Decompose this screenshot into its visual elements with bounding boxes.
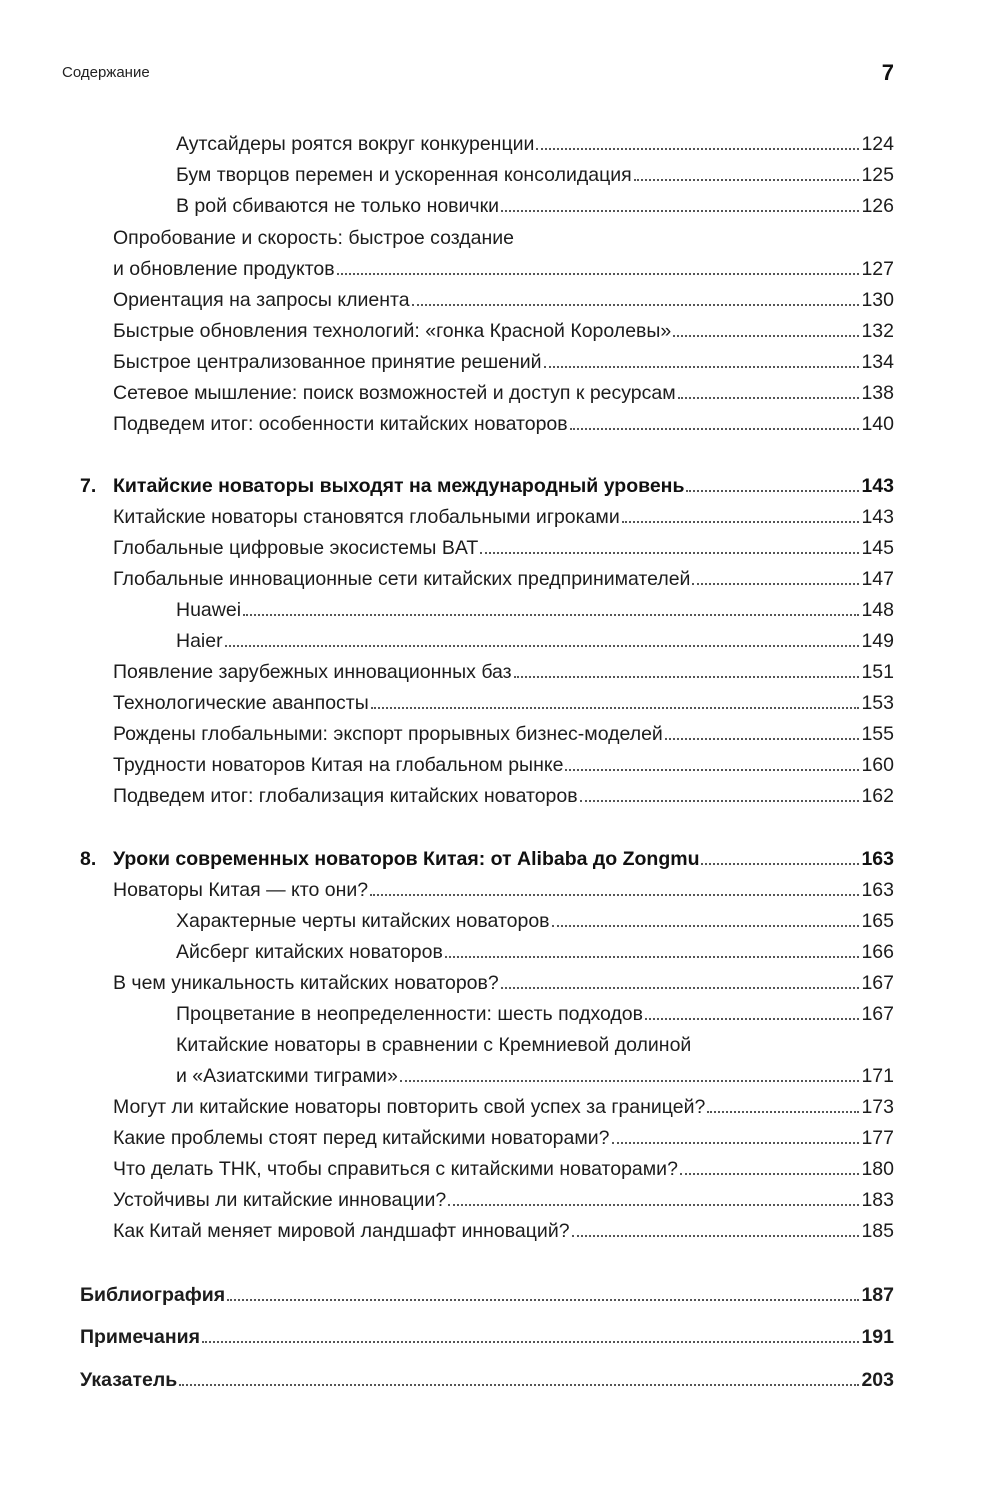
- toc-entry-title: В рой сбиваются не только новички: [176, 195, 500, 217]
- toc-entry-page: 153: [861, 692, 894, 714]
- toc-entry-title: Какие проблемы стоят перед китайскими новаторами?: [113, 1127, 610, 1149]
- dot-leader: [622, 520, 860, 523]
- toc-entry[interactable]: [113, 377, 894, 405]
- toc-entry-title: Бум творцов перемен и ускоренная консолидация: [176, 164, 632, 186]
- toc-entry-title: Появление зарубежных инновационных баз: [113, 661, 512, 683]
- toc-entry-page: 203: [861, 1369, 894, 1391]
- toc-entry-page: 148: [861, 599, 894, 621]
- toc-entry[interactable]: [113, 563, 894, 591]
- toc-entry-title: Глобальные цифровые экосистемы BAT: [113, 537, 479, 559]
- toc-entry[interactable]: [113, 501, 894, 529]
- toc-entry[interactable]: [113, 718, 894, 746]
- toc-entry[interactable]: [113, 656, 894, 684]
- toc-index-entry[interactable]: [80, 1364, 894, 1392]
- dot-leader: [612, 1141, 860, 1144]
- toc-chapter-page: 163: [861, 848, 894, 870]
- toc-entry-page: 177: [861, 1127, 894, 1149]
- toc-chapter-page: 143: [861, 475, 894, 497]
- toc-entry[interactable]: [176, 936, 894, 964]
- toc-entry-page: 126: [861, 195, 894, 217]
- toc-entry-title: Сетевое мышление: поиск возможностей и доступ к ресурсам: [113, 382, 676, 404]
- toc-entry[interactable]: [176, 190, 894, 218]
- toc-entry-page: 155: [861, 723, 894, 745]
- dot-leader: [370, 893, 859, 896]
- toc-bibliography-entry[interactable]: [80, 1279, 894, 1307]
- toc-entry[interactable]: [176, 594, 894, 622]
- toc-entry-page: 166: [861, 941, 894, 963]
- toc-entry-page: 165: [861, 910, 894, 932]
- toc-entry-title: Устойчивы ли китайские инновации?: [113, 1189, 447, 1211]
- dot-leader: [227, 1298, 859, 1301]
- dot-leader: [514, 675, 860, 678]
- toc-entry-title: и обновление продуктов: [113, 258, 335, 280]
- toc-entry-title: Процветание в неопределенности: шесть подходов: [176, 1003, 643, 1025]
- toc-chapter-title: Китайские новаторы выходят на международный уровень: [113, 475, 685, 497]
- toc-entry-title: и «Азиатскими тиграми»: [176, 1065, 398, 1087]
- toc-entry[interactable]: [113, 967, 894, 995]
- dot-leader: [202, 1340, 859, 1343]
- toc-entry[interactable]: [113, 408, 894, 436]
- dot-leader: [570, 427, 860, 430]
- toc-entry-page: 138: [861, 382, 894, 404]
- toc-entry-title: Быстрые обновления технологий: «гонка Красной Королевы»: [113, 320, 672, 342]
- toc-entry-page: 130: [861, 289, 894, 311]
- toc-entry-title: В чем уникальность китайских новаторов?: [113, 972, 499, 994]
- page-header: [62, 60, 894, 86]
- page-number: 7: [881, 60, 894, 85]
- toc-entry-page: 132: [861, 320, 894, 342]
- toc-entry-title: Библиография: [80, 1284, 226, 1306]
- dot-leader: [371, 706, 860, 709]
- toc-entry[interactable]: [176, 625, 894, 653]
- toc-entry-page: 160: [861, 754, 894, 776]
- toc-entry[interactable]: [176, 128, 894, 156]
- toc-entry-title: Указатель: [80, 1369, 178, 1391]
- dot-leader: [445, 955, 860, 958]
- toc-entry-title: Huawei: [176, 599, 242, 621]
- toc-entry[interactable]: [176, 905, 894, 933]
- toc-entry-page: 147: [861, 568, 894, 590]
- toc-entry[interactable]: [176, 998, 894, 1026]
- toc-entry-title-line1[interactable]: Китайские новаторы в сравнении с Кремниевой долиной: [176, 1034, 692, 1056]
- dot-leader: [501, 209, 859, 212]
- running-head: Содержание: [62, 64, 150, 81]
- toc-entry-title: Подведем итог: глобализация китайских новаторов: [113, 785, 578, 807]
- dot-leader: [337, 272, 860, 275]
- toc-entry[interactable]: [176, 159, 894, 187]
- toc-entry-page: 143: [861, 506, 894, 528]
- toc-entry-page: 187: [861, 1284, 894, 1306]
- dot-leader: [412, 303, 860, 306]
- toc-entry[interactable]: [113, 1215, 894, 1243]
- dot-leader: [673, 334, 859, 337]
- toc-entry-title: Китайские новаторы становятся глобальными игроками: [113, 506, 620, 528]
- toc-entry[interactable]: [113, 780, 894, 808]
- toc-entry-page: 185: [861, 1220, 894, 1242]
- chapter-number: 7.: [80, 475, 97, 497]
- toc-chapter-entry[interactable]: [113, 843, 894, 871]
- toc-entry-page: 127: [861, 258, 894, 280]
- toc-entry-title: Рождены глобальными: экспорт прорывных бизнес-моделей: [113, 723, 663, 745]
- dot-leader: [243, 613, 859, 616]
- toc-entry[interactable]: [113, 284, 894, 312]
- dot-leader: [448, 1203, 859, 1206]
- toc-entry-page: 134: [861, 351, 894, 373]
- toc-entry[interactable]: [113, 346, 894, 374]
- toc-entry-title: Айсберг китайских новаторов: [176, 941, 443, 963]
- dot-leader: [678, 396, 860, 399]
- toc-entry-page: 171: [861, 1065, 894, 1087]
- dot-leader: [480, 551, 859, 554]
- chapter-number: 8.: [80, 848, 97, 870]
- toc-entry-title: Быстрое централизованное принятие решений: [113, 351, 542, 373]
- dot-leader: [552, 924, 860, 927]
- toc-entry-page: 180: [861, 1158, 894, 1180]
- dot-leader: [580, 799, 860, 802]
- toc-entry[interactable]: [113, 1153, 894, 1181]
- toc-entry[interactable]: [113, 315, 894, 343]
- toc-entry-title: Аутсайдеры роятся вокруг конкуренции: [176, 133, 535, 155]
- toc-entry-page: 124: [861, 133, 894, 155]
- toc-entry-title: Трудности новаторов Китая на глобальном рынке: [113, 754, 564, 776]
- toc-entry-page: 162: [861, 785, 894, 807]
- dot-leader: [565, 768, 859, 771]
- dot-leader: [572, 1234, 860, 1237]
- toc-entry-page: 125: [861, 164, 894, 186]
- dot-leader: [665, 737, 860, 740]
- dot-leader: [680, 1172, 860, 1175]
- toc-entry-title: Ориентация на запросы клиента: [113, 289, 410, 311]
- toc-entry-title: Новаторы Китая — кто они?: [113, 879, 369, 901]
- dot-leader: [645, 1017, 859, 1020]
- dot-leader: [701, 862, 859, 865]
- toc-chapter-entry[interactable]: [113, 470, 894, 498]
- toc-entry[interactable]: [113, 1091, 894, 1119]
- toc-entry-title-line1[interactable]: Опробование и скорость: быстрое создание: [113, 227, 515, 249]
- dot-leader: [225, 644, 860, 647]
- toc-entry-page: 149: [861, 630, 894, 652]
- toc-entry-title: Технологические аванпосты: [113, 692, 369, 714]
- toc-entry[interactable]: [113, 253, 894, 281]
- dot-leader: [536, 147, 859, 150]
- toc-entry-title: Примечания: [80, 1326, 201, 1348]
- dot-leader: [501, 986, 860, 989]
- toc-entry-page: 151: [861, 661, 894, 683]
- toc-entry-page: 140: [861, 413, 894, 435]
- dot-leader: [707, 1110, 859, 1113]
- toc-entry[interactable]: [113, 1184, 894, 1212]
- toc-entry-page: 167: [861, 1003, 894, 1025]
- toc-chapter-title: Уроки современных новаторов Китая: от Alibaba до Zongmu: [113, 848, 700, 870]
- toc-entry-page: 163: [861, 879, 894, 901]
- toc-entry-page: 167: [861, 972, 894, 994]
- toc-entry[interactable]: [113, 749, 894, 777]
- toc-entry-title: Глобальные инновационные сети китайских предпринимателей: [113, 568, 691, 590]
- toc-entry[interactable]: [113, 874, 894, 902]
- toc-entry[interactable]: [113, 1122, 894, 1150]
- dot-leader: [692, 582, 859, 585]
- toc-entry-page: 173: [861, 1096, 894, 1118]
- toc-entry[interactable]: [113, 687, 894, 715]
- toc-entry-page: 191: [861, 1326, 894, 1348]
- toc-entry-title: Могут ли китайские новаторы повторить свой успех за границей?: [113, 1096, 706, 1118]
- toc-entry-title: Что делать ТНК, чтобы справиться с китайскими новаторами?: [113, 1158, 678, 1180]
- toc-entry[interactable]: [176, 1060, 894, 1088]
- dot-leader: [634, 178, 860, 181]
- dot-leader: [400, 1079, 860, 1082]
- toc-entry-title: Характерные черты китайских новаторов: [176, 910, 550, 932]
- dot-leader: [686, 489, 859, 492]
- toc-entry-title: Подведем итог: особенности китайских новаторов: [113, 413, 568, 435]
- toc-entry[interactable]: [113, 532, 894, 560]
- dot-leader: [179, 1383, 859, 1386]
- toc-entry-title: Haier: [176, 630, 223, 652]
- dot-leader: [544, 365, 860, 368]
- toc-entry-page: 183: [861, 1189, 894, 1211]
- toc-entry-page: 145: [861, 537, 894, 559]
- toc-notes-entry[interactable]: [80, 1321, 894, 1349]
- toc-entry-title: Как Китай меняет мировой ландшафт инноваций?: [113, 1220, 570, 1242]
